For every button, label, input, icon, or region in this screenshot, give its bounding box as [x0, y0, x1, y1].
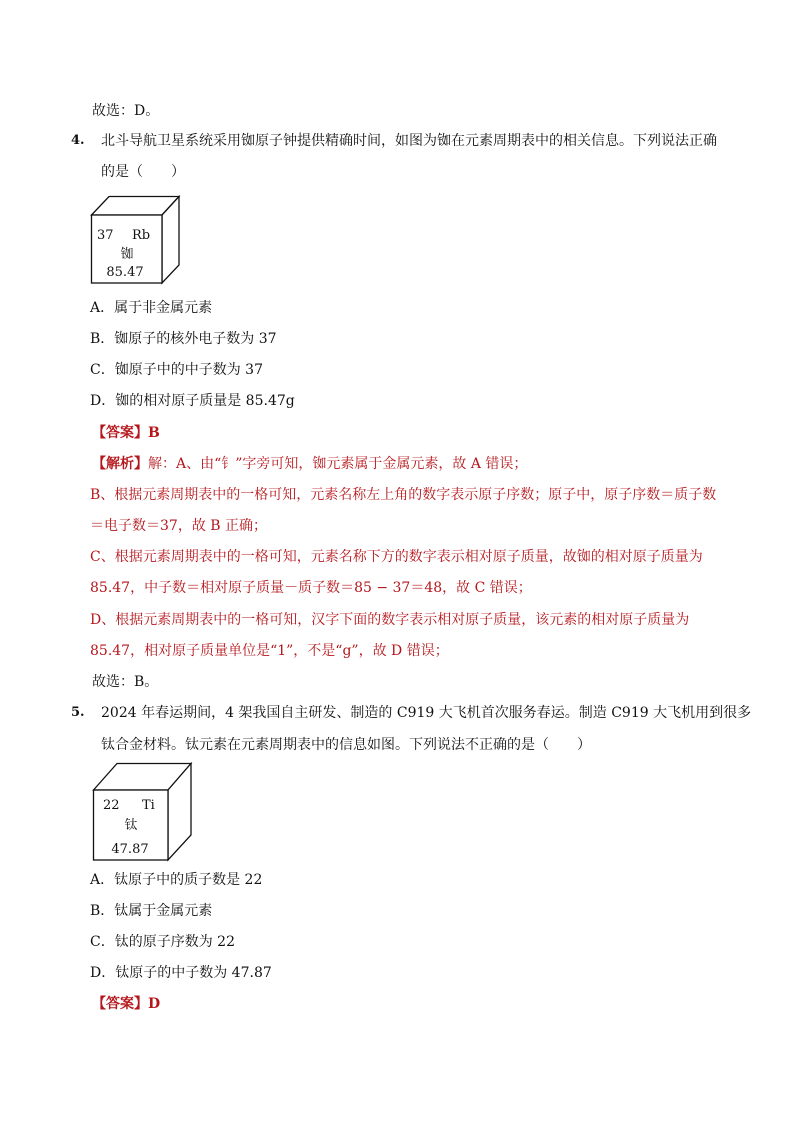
- q5-answer-label: 【答案】: [92, 996, 148, 1012]
- question-5-stem-line-2: 钛合金材料。钛元素在元素周期表中的信息如图。下列说法不正确的是（ ）: [101, 737, 591, 753]
- element-cube-drawing: [92, 762, 194, 862]
- rb-atomic-number: 37: [97, 228, 114, 243]
- question-5-number: 5.: [71, 705, 85, 720]
- question-5-stem-line-1: 2024 年春运期间，4 架我国自主研发、制造的 C919 大飞机首次服务春运。制造 C919 大飞机用到很多: [101, 705, 752, 721]
- q4-conclusion: 故选：B。: [92, 674, 159, 690]
- q4-analysis-line-2: B、根据元素周期表中的一格可知，元素名称左上角的数字表示原子序数；原子中，原子序数＝质子数: [90, 487, 717, 503]
- q4-analysis-line-4: C、根据元素周期表中的一格可知，元素名称下方的数字表示相对原子质量，故铷的相对原子质量为: [90, 549, 703, 565]
- ti-atomic-mass: 47.87: [111, 842, 149, 857]
- rubidium-element-cell: [90, 195, 182, 285]
- question-4-stem-line-1: 北斗导航卫星系统采用铷原子钟提供精确时间，如图为铷在元素周期表中的相关信息。下列说法正确: [101, 133, 717, 149]
- ti-atomic-number: 22: [103, 798, 120, 813]
- rb-name: 铷: [120, 247, 134, 262]
- q4-option-c: C．铷原子中的中子数为 37: [90, 362, 263, 378]
- q5-option-d: D．钛原子的中子数为 47.87: [90, 965, 272, 981]
- q4-option-a: A．属于非金属元素: [90, 300, 213, 316]
- ti-name: 钛: [124, 818, 138, 833]
- q4-analysis-line-1: [92, 454, 527, 474]
- element-cube-drawing: [90, 195, 182, 285]
- q5-option-a: A．钛原子中的质子数是 22: [90, 872, 263, 888]
- q4-option-d: D．铷的相对原子质量是 85.47g: [90, 393, 295, 409]
- q4-analysis-line-3: ＝电子数＝37，故 B 正确；: [90, 518, 268, 534]
- rb-symbol: Rb: [132, 228, 151, 243]
- q5-answer-value: D: [148, 996, 161, 1012]
- question-4-stem-line-2: 的是（ ）: [101, 164, 185, 180]
- ti-symbol: Ti: [142, 798, 155, 813]
- titanium-element-cell: [92, 762, 194, 862]
- q5-option-b: B．钛属于金属元素: [90, 903, 213, 919]
- q4-analysis-label: 【解析】: [92, 456, 148, 472]
- question-4-number: 4.: [71, 133, 85, 148]
- q4-analysis-line-6: D、根据元素周期表中的一格可知，汉字下面的数字表示相对原子质量，该元素的相对原子质量为: [90, 612, 690, 628]
- previous-answer-line: 故选：D。: [92, 103, 160, 119]
- q4-answer-value: B: [148, 425, 160, 441]
- q4-option-b: B．铷原子的核外电子数为 37: [90, 331, 277, 347]
- q4-answer-label: 【答案】: [92, 425, 148, 441]
- q4-answer: [92, 423, 160, 443]
- q4-analysis-text-1: 解：A、由“钅”字旁可知，铷元素属于金属元素，故 A 错误；: [148, 456, 528, 472]
- q4-analysis-line-5: 85.47，中子数＝相对原子质量－质子数＝85 − 37＝48，故 C 错误；: [90, 580, 532, 596]
- q5-answer: [92, 994, 160, 1014]
- q5-option-c: C．钛的原子序数为 22: [90, 934, 235, 950]
- q4-analysis-line-7: 85.47，相对原子质量单位是“1”，不是“g”，故 D 错误；: [90, 643, 449, 659]
- rb-atomic-mass: 85.47: [106, 265, 144, 280]
